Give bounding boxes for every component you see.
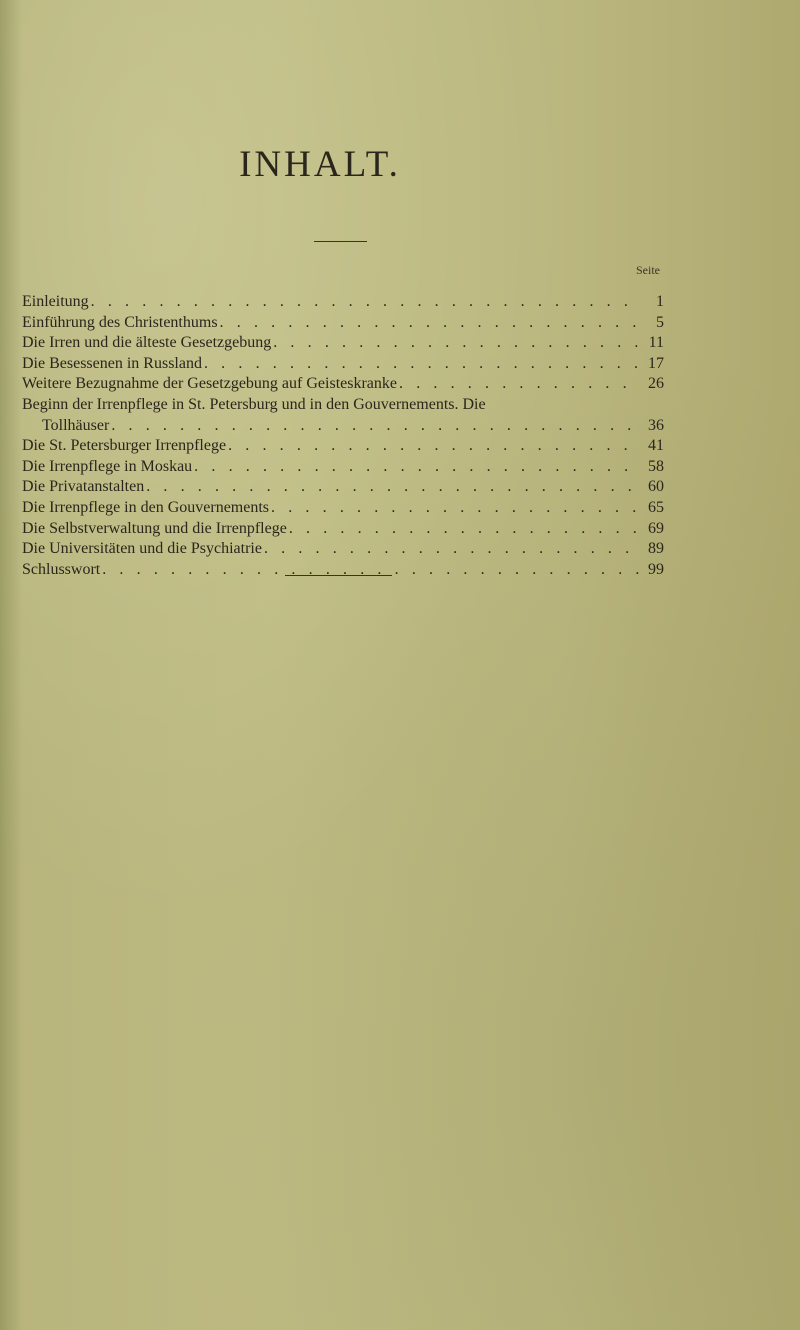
toc-entry-page: 26 — [648, 375, 664, 393]
page-title: INHALT. — [239, 144, 401, 185]
toc-entry-page: 11 — [648, 334, 664, 352]
dot-leader — [111, 416, 640, 437]
toc-entry — [22, 539, 664, 560]
toc-entry — [22, 477, 664, 498]
dot-leader — [220, 313, 640, 334]
toc-entry-continuation — [22, 416, 664, 437]
dot-leader — [194, 457, 640, 478]
toc-entry-page: 17 — [648, 354, 664, 372]
toc-entry — [22, 519, 664, 540]
dot-leader — [271, 498, 640, 519]
dot-leader — [264, 539, 640, 560]
toc-entry-title: Die Irren und die älteste Gesetzgebung — [22, 334, 272, 352]
toc-entry — [22, 313, 664, 334]
toc-entry — [22, 354, 664, 375]
dot-leader — [273, 333, 640, 354]
toc-entry-title: Die Irrenpflege in Moskau — [22, 457, 193, 475]
dot-leader — [91, 292, 640, 313]
toc-entry-page: 60 — [648, 478, 664, 496]
title-divider — [314, 241, 367, 242]
toc-entry-title: Schlusswort — [22, 560, 101, 578]
page-column-label: Seite — [636, 263, 660, 277]
toc-entry-page: 41 — [648, 437, 664, 455]
dot-leader — [399, 374, 640, 395]
toc-entry-title: Die Universitäten und die Psychiatrie — [22, 540, 262, 558]
toc-entry-title: Weitere Bezugnahme der Gesetzgebung auf Geisteskranke — [22, 375, 397, 393]
closing-divider — [285, 575, 392, 576]
toc-entry-title: Einleitung — [22, 293, 89, 310]
toc-entry-title: Einführung des Christenthums — [22, 313, 218, 331]
toc-entry — [22, 498, 664, 519]
toc-entry-page: 1 — [656, 293, 664, 310]
toc-entry-multiline — [22, 395, 664, 436]
toc-entry-page: 65 — [648, 498, 664, 516]
toc-entry — [22, 436, 664, 457]
toc-entry — [22, 374, 664, 395]
dot-leader — [228, 436, 640, 457]
page-edge-shadow — [0, 0, 22, 1330]
dot-leader — [204, 354, 640, 375]
toc-entry-page: 69 — [648, 519, 664, 537]
toc-entry — [22, 560, 664, 581]
toc-entry-title: Die Irrenpflege in den Gouvernements — [22, 498, 270, 516]
toc-entry-title: Die St. Petersburger Irrenpflege — [22, 437, 227, 455]
toc-entry — [22, 292, 664, 313]
toc-entry-page: 36 — [648, 416, 664, 434]
toc-entry — [22, 333, 664, 354]
toc-entry-page: 89 — [648, 540, 664, 558]
dot-leader — [146, 477, 640, 498]
toc-entry-page: 58 — [648, 457, 664, 475]
toc-entry-title: Die Privatanstalten — [22, 478, 145, 496]
toc-entry-title: Die Besessenen in Russland — [22, 354, 202, 372]
toc-entry-title: Die Selbstverwaltung und die Irrenpflege — [22, 519, 287, 537]
toc-entry-title-line1: Beginn der Irrenpflege in St. Petersburg und in den Gouvernements. Die — [22, 395, 486, 413]
toc-entry-page: 99 — [648, 560, 664, 578]
dot-leader — [289, 519, 640, 540]
toc-entry — [22, 457, 664, 478]
dot-leader — [102, 560, 640, 581]
toc-entry-page: 5 — [656, 313, 664, 331]
toc-entry-title-line2: Tollhäuser — [42, 416, 110, 434]
table-of-contents — [22, 292, 664, 580]
